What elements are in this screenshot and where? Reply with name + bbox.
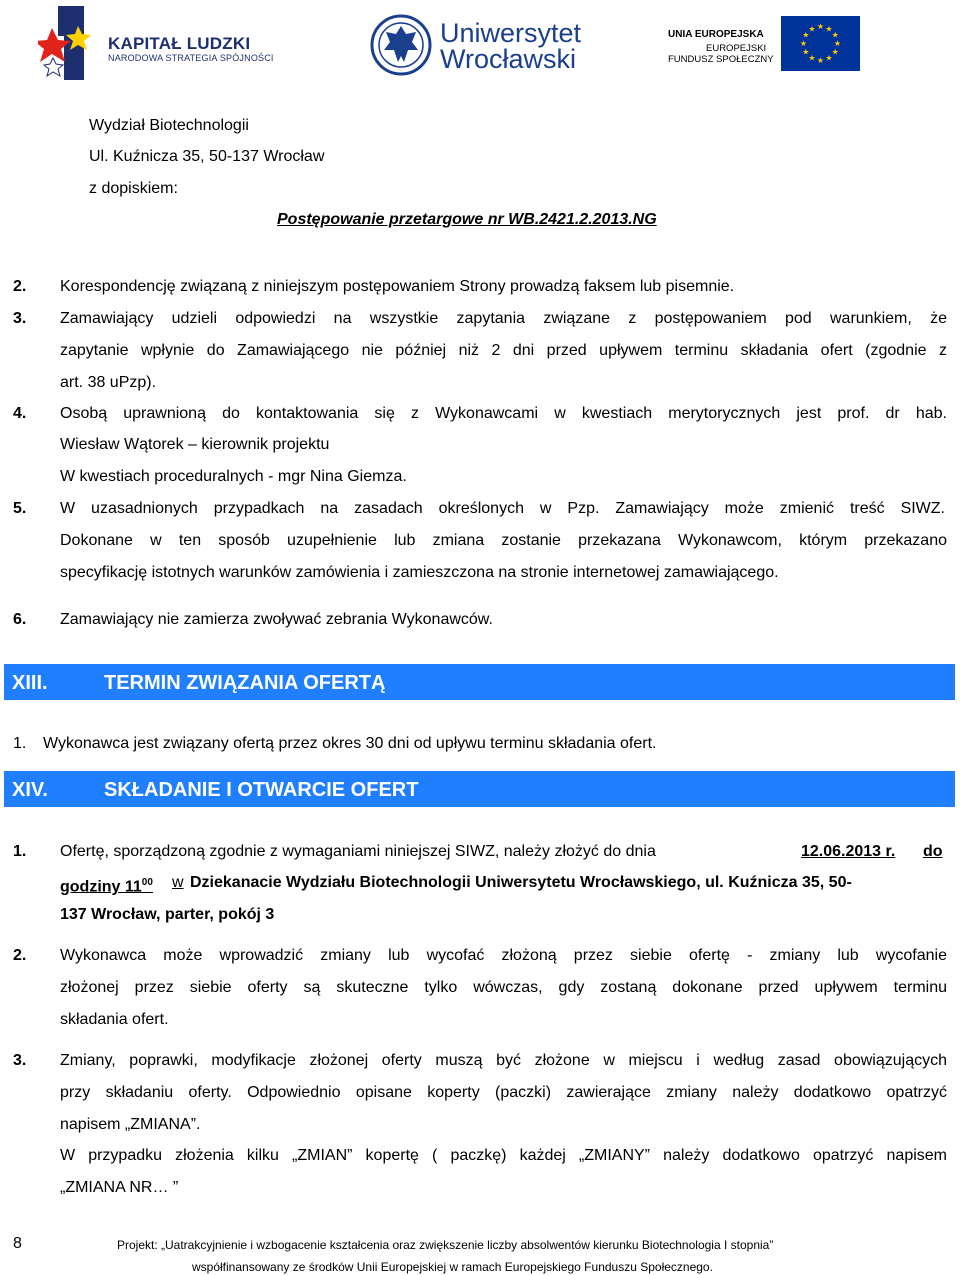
item-4-line1: Osobą uprawnioną do kontaktowania się z Wykonawcami w kwestiach merytorycznych jest prof. dr hab. (60, 405, 947, 422)
eu-star-icon: ★ (825, 24, 833, 34)
eu-star-icon: ★ (831, 30, 839, 40)
s14-item-2-line1: Wykonawca może wprowadzić zmiany lub wycofać złożoną przez siebie ofertę - zmiany lub wycofanie (60, 947, 947, 964)
s14-item-3-line5: „ZMIANA NR… ” (60, 1179, 179, 1196)
eu-star-icon: ★ (802, 30, 810, 40)
item-3-number: 3. (13, 310, 27, 327)
item-5-line2: Dokonane w ten sposób uzupełnienie lub zmiana zostanie przekazana Wykonawcom, którym przekazano (60, 532, 947, 549)
address-line3: z dopiskiem: (89, 180, 178, 197)
item-6-text: Zamawiający nie zamierza zwoływać zebrania Wykonawców. (60, 611, 493, 628)
item-4-number: 4. (13, 405, 27, 422)
s14-item-2-line2: złożonej przez siebie oferty są skuteczne tylko wówczas, gdy zostaną dokonane przed upływem terminu (60, 979, 947, 996)
tender-number: Postępowanie przetargowe nr WB.2421.2.2013.NG (277, 211, 657, 228)
eu-star-icon: ★ (831, 47, 839, 57)
university-name-line2: Wrocławski (440, 44, 577, 74)
section-xiii-title: TERMIN ZWIĄZANIA OFERTĄ (104, 672, 386, 694)
page-number: 8 (13, 1235, 22, 1252)
eu-star-icon: ★ (808, 24, 816, 34)
s14-hour-label: godziny 11 (60, 878, 142, 896)
section-xiii-header (4, 664, 955, 700)
section-xiv-title: SKŁADANIE I OTWARCIE OFERT (104, 779, 419, 801)
university-eagle-crest-icon (370, 12, 432, 78)
item-4-line2: Wiesław Wątorek – kierownik projektu (60, 436, 330, 453)
eu-label-line2: EUROPEJSKI (706, 43, 767, 54)
s13-item-1-text: Wykonawca jest związany ofertą przez okres 30 dni od upływu terminu składania ofert. (43, 735, 657, 752)
item-6-number: 6. (13, 611, 27, 628)
s14-item-3-line3: napisem „ZMIANA”. (60, 1116, 201, 1133)
s14-deadline-do: do (923, 843, 943, 860)
eu-star-icon: ★ (816, 56, 825, 65)
eu-star-icon: ★ (808, 53, 816, 63)
item-3-line1: Zamawiający udzieli odpowiedzi na wszystkie zapytania związane z postępowaniem pod warunkiem, że (60, 310, 947, 327)
address-line1: Wydział Biotechnologii (89, 117, 249, 134)
item-4-line3: W kwestiach proceduralnych - mgr Nina Giemza. (60, 468, 407, 485)
item-5-line1: W uzasadnionych przypadkach na zasadach określonych w Pzp. Zamawiający może zmienić treść SIWZ. (60, 500, 945, 517)
s14-location-line2: 137 Wrocław, parter, pokój 3 (60, 906, 275, 923)
eu-star-icon: ★ (799, 39, 808, 48)
eu-star-icon: ★ (802, 47, 810, 57)
eu-label-line1: UNIA EUROPEJSKA (668, 29, 764, 40)
s14-item-3-line1: Zmiany, poprawki, modyfikacje złożonej oferty muszą być złożone w miejscu i według zasad obowiązujących (60, 1052, 947, 1069)
item-3-line3: art. 38 uPzp). (60, 374, 157, 391)
s14-item-3-line4: W przypadku złożenia kilku „ZMIAN” kopertę ( paczkę) każdej „ZMIANY” należy dodatkowo opatrzyć napisem (60, 1147, 947, 1164)
kapital-ludzki-title: KAPITAŁ LUDZKI (108, 34, 251, 53)
item-3-line2: zapytanie wpłynie do Zamawiającego nie później niż 2 dni przed upływem terminu składania ofert (zgodnie z (60, 342, 947, 359)
s14-item-3-number: 3. (13, 1052, 27, 1069)
section-xiv-header (4, 771, 955, 807)
eu-star-icon: ★ (833, 39, 842, 48)
s13-item-1-number: 1. (13, 735, 27, 752)
s14-location: Dziekanacie Wydziału Biotechnologii Uniwersytetu Wrocławskiego, ul. Kuźnicza 35, 50- (190, 874, 852, 891)
eu-star-icon: ★ (825, 53, 833, 63)
s14-item-2-number: 2. (13, 947, 27, 964)
s14-item-2-line3: składania ofert. (60, 1011, 169, 1028)
address-line2: Ul. Kuźnicza 35, 50-137 Wrocław (89, 148, 325, 165)
footer-funding-line: współfinansowany ze środków Unii Europejskiej w ramach Europejskiego Funduszu Społecznego. (192, 1260, 713, 1274)
s14-w: w (172, 874, 184, 891)
section-xiv-number: XIV. (12, 779, 48, 801)
item-2-text: Korespondencję związaną z niniejszym postępowaniem Strony prowadzą faksem lub pisemnie. (60, 278, 735, 295)
footer-project-line: Projekt: „Uatrakcyjnienie i wzbogacenie kształcenia oraz zwiększenie liczby absolwentów kierunku Biotechnologia I stopnia” (117, 1238, 774, 1252)
section-xiii-number: XIII. (12, 672, 48, 694)
s14-item-1-number: 1. (13, 843, 27, 860)
s14-hour-sup: 00 (141, 877, 153, 888)
eu-label-line3: FUNDUSZ SPOŁECZNY (668, 54, 774, 65)
s14-deadline-date: 12.06.2013 r. (801, 843, 896, 860)
item-5-line3: specyfikację istotnych warunków zamówienia i zamieszczona na stronie internetowej zamawiającego. (60, 564, 779, 581)
item-2-number: 2. (13, 278, 27, 295)
s14-item-3-line2: przy składaniu oferty. Odpowiednio opisane koperty (paczki) zawierające zmiany należy dodatkowo opatrzyć (60, 1084, 947, 1101)
eu-star-icon: ★ (816, 22, 825, 31)
university-name-line1: Uniwersytet (440, 18, 582, 48)
s14-item-1-line1-pre: Ofertę, sporządzoną zgodnie z wymaganiami niniejszej SIWZ, należy złożyć do dnia (60, 843, 656, 860)
eu-flag-icon (781, 16, 860, 71)
kapital-ludzki-logo-mark (38, 6, 100, 80)
kapital-ludzki-subtitle: NARODOWA STRATEGIA SPÓJNOŚCI (108, 53, 274, 63)
item-5-number: 5. (13, 500, 27, 517)
s14-deadline-hour (60, 873, 153, 897)
